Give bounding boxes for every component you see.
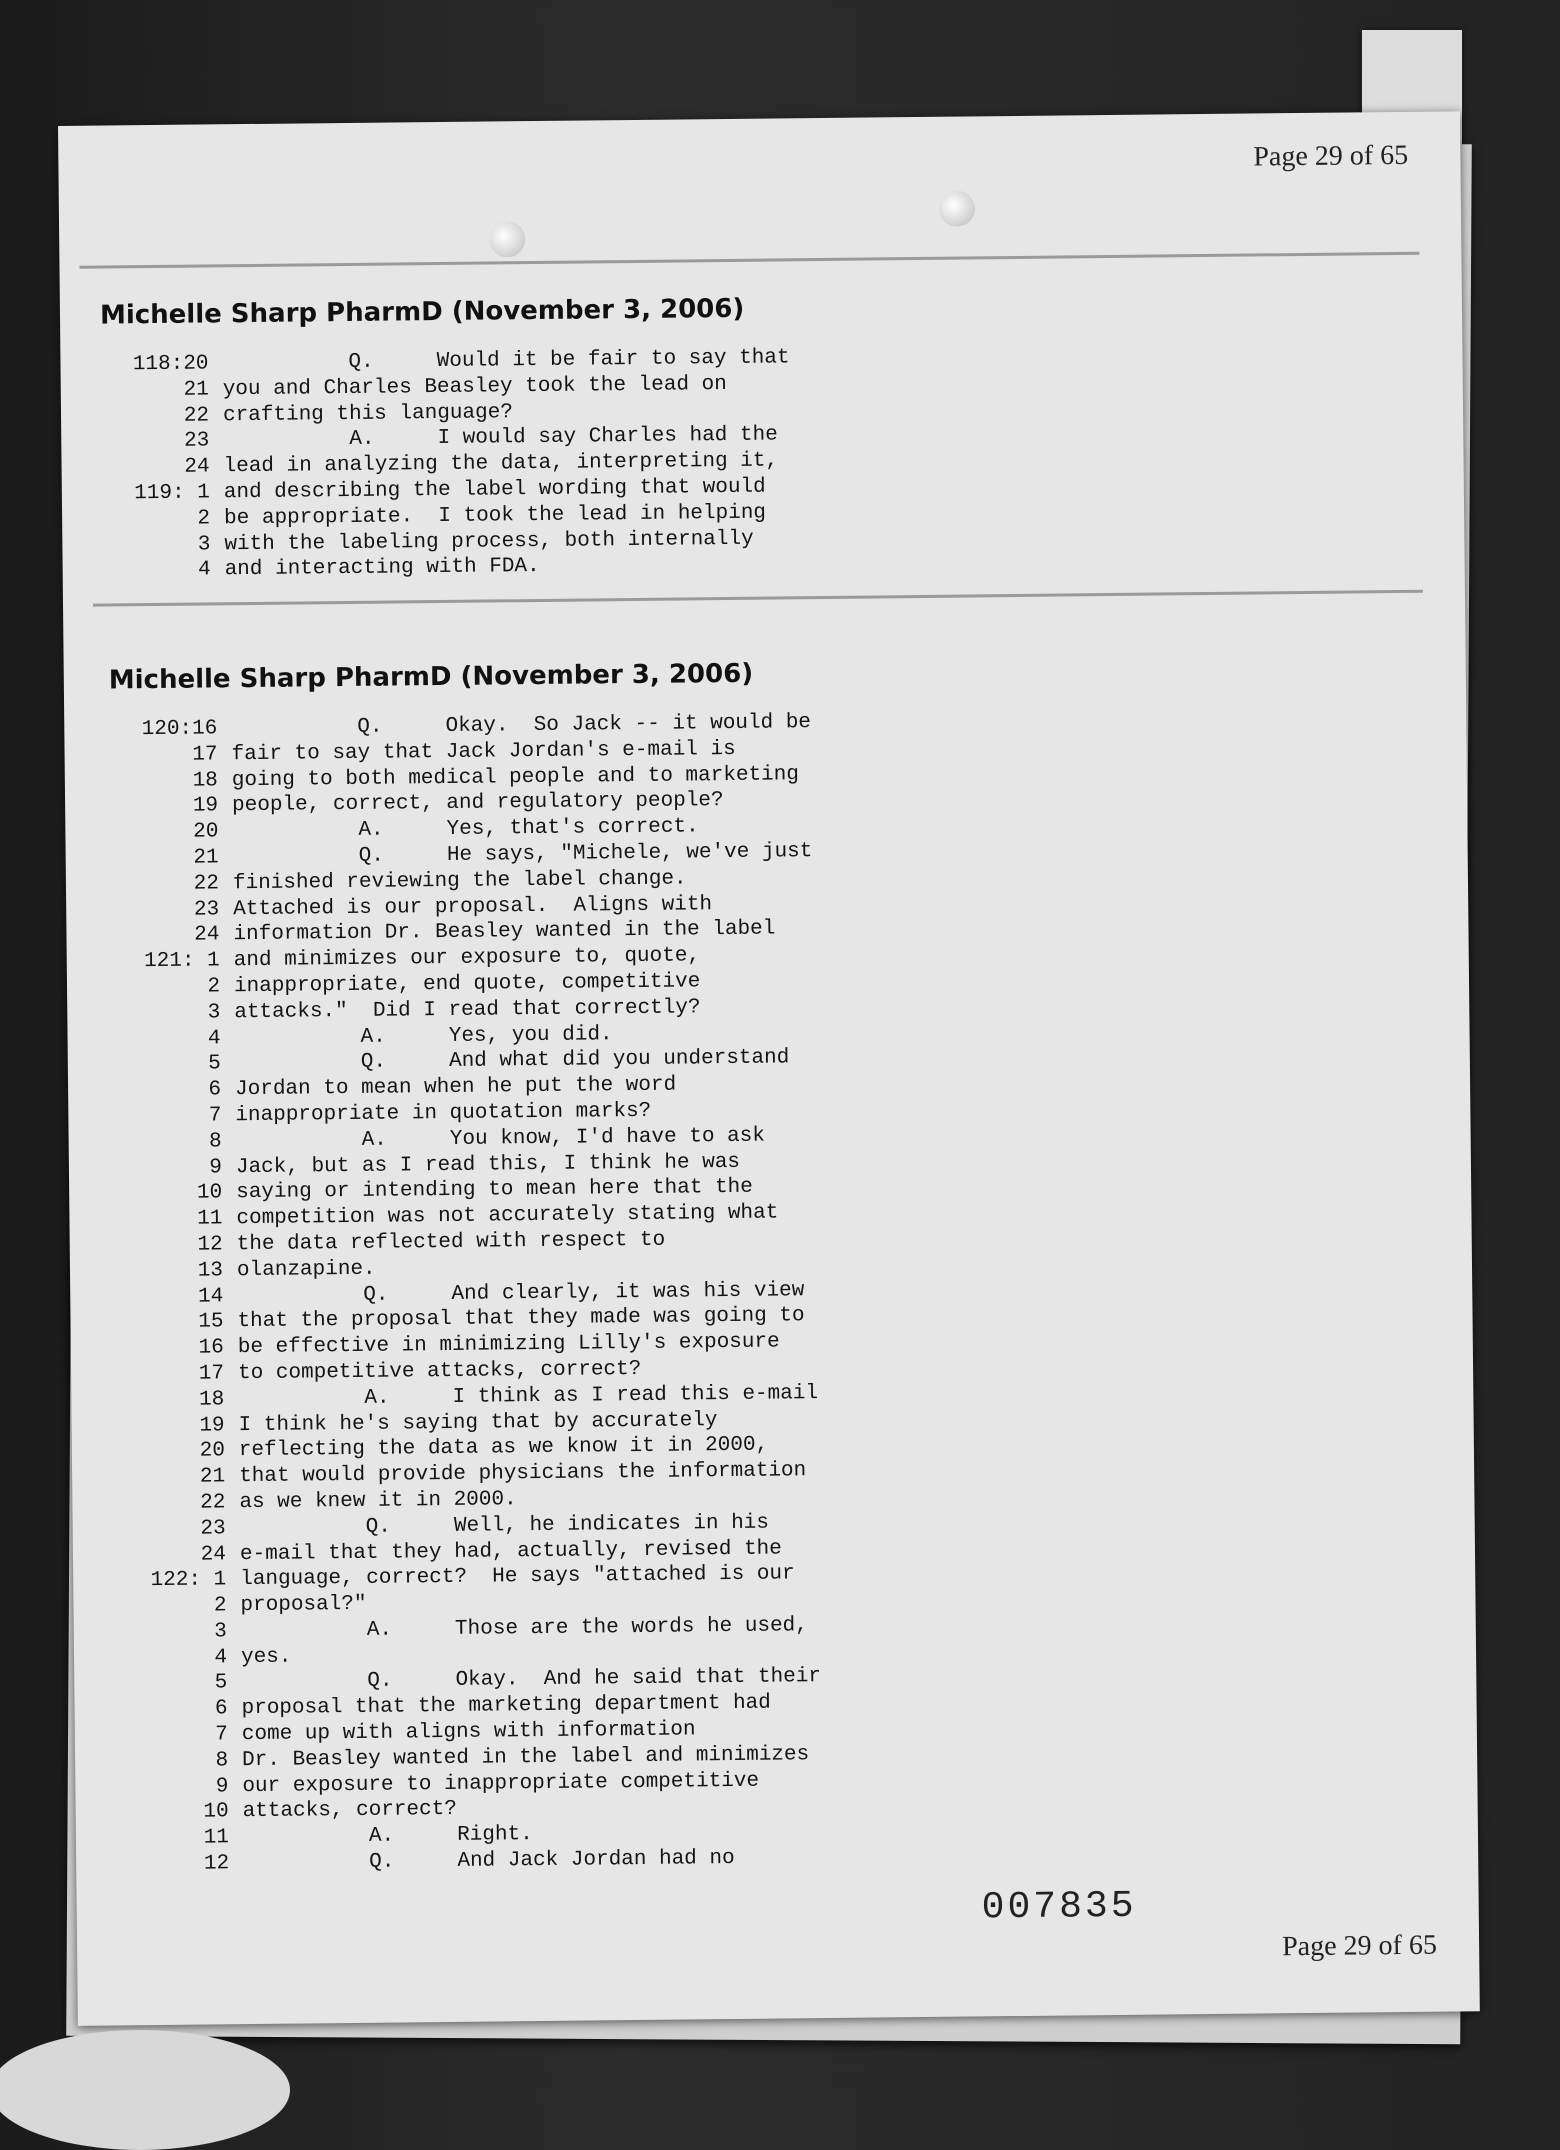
foreground-object — [0, 2030, 290, 2150]
line-number: 19 — [192, 794, 219, 819]
page-number-top: Page 29 of 65 — [1253, 139, 1409, 173]
line-number: 19 — [199, 1413, 225, 1438]
line-text: our exposure to inappropriate competitive — [242, 1769, 760, 1798]
line-number: 10 — [196, 1181, 223, 1205]
section-heading: Michelle Sharp PharmD (November 3, 2006) — [108, 658, 754, 696]
line-text: fair to say that Jack Jordan's e-mail is — [231, 737, 736, 767]
line-number: 3 — [214, 1620, 227, 1644]
line-text: attacks." Did I read that correctly? — [234, 996, 701, 1024]
line-number: 11 — [203, 1826, 230, 1850]
page-number-bottom: Page 29 of 65 — [1281, 1929, 1438, 1963]
line-text: A. Those are the words he used, — [240, 1614, 808, 1644]
line-text: reflecting the data as we know it in 2000, — [238, 1433, 769, 1463]
line-number: 17 — [192, 743, 218, 767]
line-text: as we knew it in 2000. — [239, 1488, 517, 1515]
line-number: 119: 1 — [134, 481, 210, 506]
line-text: attacks, correct? — [242, 1798, 458, 1824]
line-text: saying or intending to mean here that the — [236, 1176, 753, 1205]
line-text: Q. Okay. So Jack -- it would be — [231, 711, 812, 741]
line-number: 12 — [197, 1233, 223, 1257]
line-text: Jordan to mean when he put the word — [234, 1073, 677, 1102]
line-number: 16 — [198, 1336, 224, 1360]
line-text: people, correct, and regulatory people? — [232, 789, 724, 818]
line-text: Jack, but as I read this, I think he was — [235, 1150, 741, 1179]
line-number: 20 — [199, 1439, 226, 1463]
line-text: proposal?" — [240, 1592, 367, 1618]
line-text: A. Yes, you did. — [234, 1022, 613, 1050]
line-text: A. Right. — [242, 1823, 533, 1850]
line-text: inappropriate in quotation marks? — [235, 1099, 652, 1128]
line-text: you and Charles Beasley took the lead on — [222, 372, 727, 402]
line-text: with the labeling process, both internally — [224, 527, 754, 556]
line-number: 9 — [215, 1774, 229, 1799]
line-text: e-mail that they had, actually, revised the — [239, 1536, 782, 1566]
line-number: 22 — [200, 1491, 226, 1515]
line-number: 6 — [208, 1078, 222, 1102]
line-number: 22 — [183, 404, 210, 428]
line-text: olanzapine. — [236, 1257, 376, 1282]
line-text: be effective in minimizing Lilly's exposure — [237, 1330, 780, 1360]
line-text: finished reviewing the label change. — [232, 867, 687, 895]
line-number: 14 — [197, 1284, 224, 1309]
line-number: 8 — [208, 1130, 222, 1154]
line-number: 3 — [207, 1001, 221, 1025]
line-text: Q. Okay. And he said that their — [241, 1665, 822, 1695]
line-text: lead in analyzing the data, interpreting it, — [223, 449, 779, 479]
line-text: inappropriate, end quote, competitive — [233, 970, 701, 999]
line-number: 24 — [194, 923, 220, 947]
line-number: 21 — [199, 1465, 226, 1489]
line-text: proposal that the marketing department had — [241, 1691, 771, 1721]
line-number: 4 — [197, 558, 211, 582]
line-text: and minimizes our exposure to, quote, — [233, 944, 701, 973]
line-text: Q. And Jack Jordan had no — [243, 1847, 735, 1876]
line-text: Q. And clearly, it was his view — [237, 1278, 805, 1308]
line-number: 18 — [199, 1388, 225, 1412]
line-number: 20 — [193, 820, 219, 844]
line-text: to competitive attacks, correct? — [237, 1357, 642, 1386]
line-number: 2 — [213, 1594, 227, 1618]
line-number: 9 — [209, 1155, 223, 1180]
transcript-section — [100, 293, 792, 584]
line-number: 4 — [207, 1026, 221, 1051]
line-number: 5 — [208, 1052, 221, 1076]
line-text: and describing the label wording that would — [223, 475, 766, 505]
line-text: Q. Would it be fair to say that — [222, 346, 790, 376]
line-number: 7 — [208, 1104, 222, 1128]
line-number: 21 — [183, 378, 209, 402]
line-number: 15 — [198, 1310, 224, 1334]
line-number: 6 — [214, 1697, 228, 1721]
transcript-section — [109, 658, 823, 1878]
line-text: Q. And what did you understand — [234, 1046, 790, 1076]
line-text: competition was not accurately stating what — [236, 1201, 779, 1231]
line-number: 120:16 — [141, 717, 218, 742]
line-text: A. Yes, that's correct. — [232, 815, 699, 844]
line-text: the data reflected with respect to — [236, 1228, 666, 1257]
line-text: going to both medical people and to marketing — [231, 762, 800, 792]
divider-rule — [93, 590, 1423, 607]
line-text: come up with aligns with information — [241, 1718, 696, 1747]
document-page — [58, 111, 1480, 2026]
line-number: 12 — [203, 1852, 230, 1876]
line-number: 17 — [198, 1362, 225, 1386]
line-number: 118:20 — [132, 352, 209, 377]
line-text: language, correct? He says "attached is our — [240, 1562, 795, 1592]
transcript-lines — [100, 345, 791, 584]
line-text: Q. He says, "Michele, we've just — [232, 840, 813, 870]
line-number: 21 — [193, 846, 219, 870]
line-text: crafting this language? — [222, 400, 514, 427]
binder-hole-right — [939, 190, 975, 226]
line-number: 2 — [207, 975, 221, 999]
line-text: Q. Well, he indicates in his — [239, 1511, 770, 1540]
line-text: A. I think as I read this e-mail — [238, 1381, 819, 1411]
line-number: 23 — [193, 897, 220, 922]
line-number: 2 — [197, 507, 211, 531]
line-number: 4 — [214, 1646, 228, 1670]
line-text: I think he's saying that by accurately — [238, 1408, 718, 1437]
line-text: and interacting with FDA. — [224, 555, 540, 582]
line-text: that the proposal that they made was going to — [237, 1304, 805, 1334]
line-number: 5 — [214, 1671, 228, 1695]
line-number: 121: 1 — [144, 949, 220, 974]
line-text: that would provide physicians the information — [239, 1459, 807, 1489]
line-number: 7 — [215, 1723, 228, 1747]
line-number: 22 — [193, 872, 220, 896]
line-text: Attached is our proposal. Aligns with — [233, 892, 713, 921]
line-number: 23 — [200, 1517, 226, 1541]
line-number: 13 — [197, 1259, 224, 1283]
line-text: be appropriate. I took the lead in helping — [223, 501, 767, 531]
line-number: 24 — [200, 1542, 227, 1567]
line-text: A. You know, I'd have to ask — [235, 1124, 766, 1153]
line-number: 23 — [183, 429, 210, 454]
line-text: Dr. Beasley wanted in the label and minimizes — [242, 1743, 810, 1773]
line-text: A. I would say Charles had the — [223, 423, 778, 453]
line-number: 10 — [203, 1800, 229, 1825]
line-text: yes. — [240, 1645, 292, 1669]
binder-hole-left — [489, 221, 525, 257]
line-number: 3 — [197, 533, 211, 557]
line-number: 18 — [192, 768, 218, 793]
transcript-lines — [109, 710, 823, 1878]
line-number: 8 — [215, 1749, 229, 1773]
line-number: 11 — [197, 1207, 223, 1231]
line-text: information Dr. Beasley wanted in the label — [233, 917, 776, 947]
section-heading: Michelle Sharp PharmD (November 3, 2006) — [99, 293, 745, 331]
line-number: 122: 1 — [150, 1568, 227, 1593]
divider-rule — [79, 252, 1419, 269]
bates-stamp: 007835 — [981, 1884, 1137, 1930]
line-number: 24 — [184, 455, 210, 479]
